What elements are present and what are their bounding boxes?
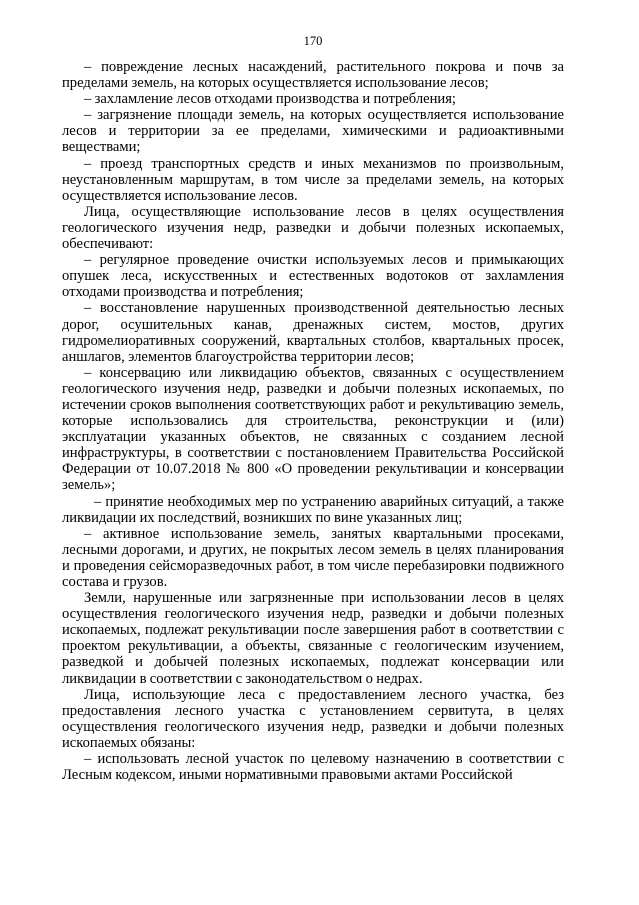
paragraph-forest-damage: – повреждение лесных насаждений, растительного покрова и почв за пределами земель, на которых осуществляется использование лесов;: [62, 59, 564, 92]
paragraph-obligations-intro: Лица, осуществляющие использование лесов в целях осуществления геологического изучения недр, разведки и добычи полезных ископаемых, обеспечивают:: [62, 203, 564, 253]
paragraph-active-land-use: – активное использование земель, занятых квартальными просеками, лесными дорогами, и других, не покрытых лесом земель в целях планирования и проведения сейсморазведочных работ, в том числе перебазировки подвижного состава и грузов.: [62, 525, 564, 590]
paragraph-littering: – захламление лесов отходами производства и потребления;: [84, 91, 456, 108]
page-number: 170: [303, 34, 323, 48]
paragraph-duties-intro: Лица, использующие леса с предоставлением лесного участка, без предоставления лесного участка с установлением сервитута, в целях осуществления геологического изучения недр, разведки и добычи полезных ископаемых обязаны:: [62, 686, 564, 751]
paragraph-recultivation: Земли, нарушенные или загрязненные при использовании лесов в целях осуществления геологического изучения недр, разведки и добычи полезных ископаемых, подлежат рекультивации после завершения работ в соответствии с проектом рекультивации, а объекты, связанные с геологическим изучением, разведкой и добычей полезных ископаемых, подлежат консервации или ликвидации в соответствии с законодательством о недрах.: [62, 590, 564, 687]
paragraph-emergency-measures: – принятие необходимых мер по устранению аварийных ситуаций, а также ликвидации их последствий, возникших по вине указанных лиц;: [62, 493, 564, 526]
paragraph-cleaning: – регулярное проведение очистки используемых лесов и примыкающих опушек леса, искусственных и естественных водотоков от захламления отходами производства и потребления;: [62, 252, 564, 301]
document-page: [62, 34, 564, 783]
paragraph-target-use: – использовать лесной участок по целевому назначению в соответствии с Лесным кодексом, иными нормативными правовыми актами Российской: [62, 751, 564, 784]
paragraph-vehicle-passage: – проезд транспортных средств и иных механизмов по произвольным, неустановленным маршрутам, в том числе за пределами земель, на которых осуществляется использование лесов.: [62, 155, 564, 204]
paragraph-pollution: – загрязнение площади земель, на которых осуществляется использование лесов и территории за ее пределами, химическими и радиоактивными веществами;: [62, 107, 564, 156]
paragraph-conservation: – консервацию или ликвидацию объектов, связанных с осуществлением геологического изучения недр, разведки и добычи полезных ископаемых, по истечении сроков выполнения соответствующих работ и рекультивацию земель, которые использовались для строительства, реконструкции и (или) эксплуатации указанных объектов, не связанных с созданием лесной инфраструктуры, в соответствии с постановлением Правительства Российской Федерации от 10.07.2018 № 800 «О проведении рекультивации и консервации земель»;: [62, 364, 564, 494]
paragraph-restoration: – восстановление нарушенных производственной деятельностью лесных дорог, осушительных канав, дренажных систем, мостов, других гидромелиоративных сооружений, квартальных столбов, квартальных просек, аншлагов, элементов благоустройства территории лесов;: [62, 300, 564, 365]
